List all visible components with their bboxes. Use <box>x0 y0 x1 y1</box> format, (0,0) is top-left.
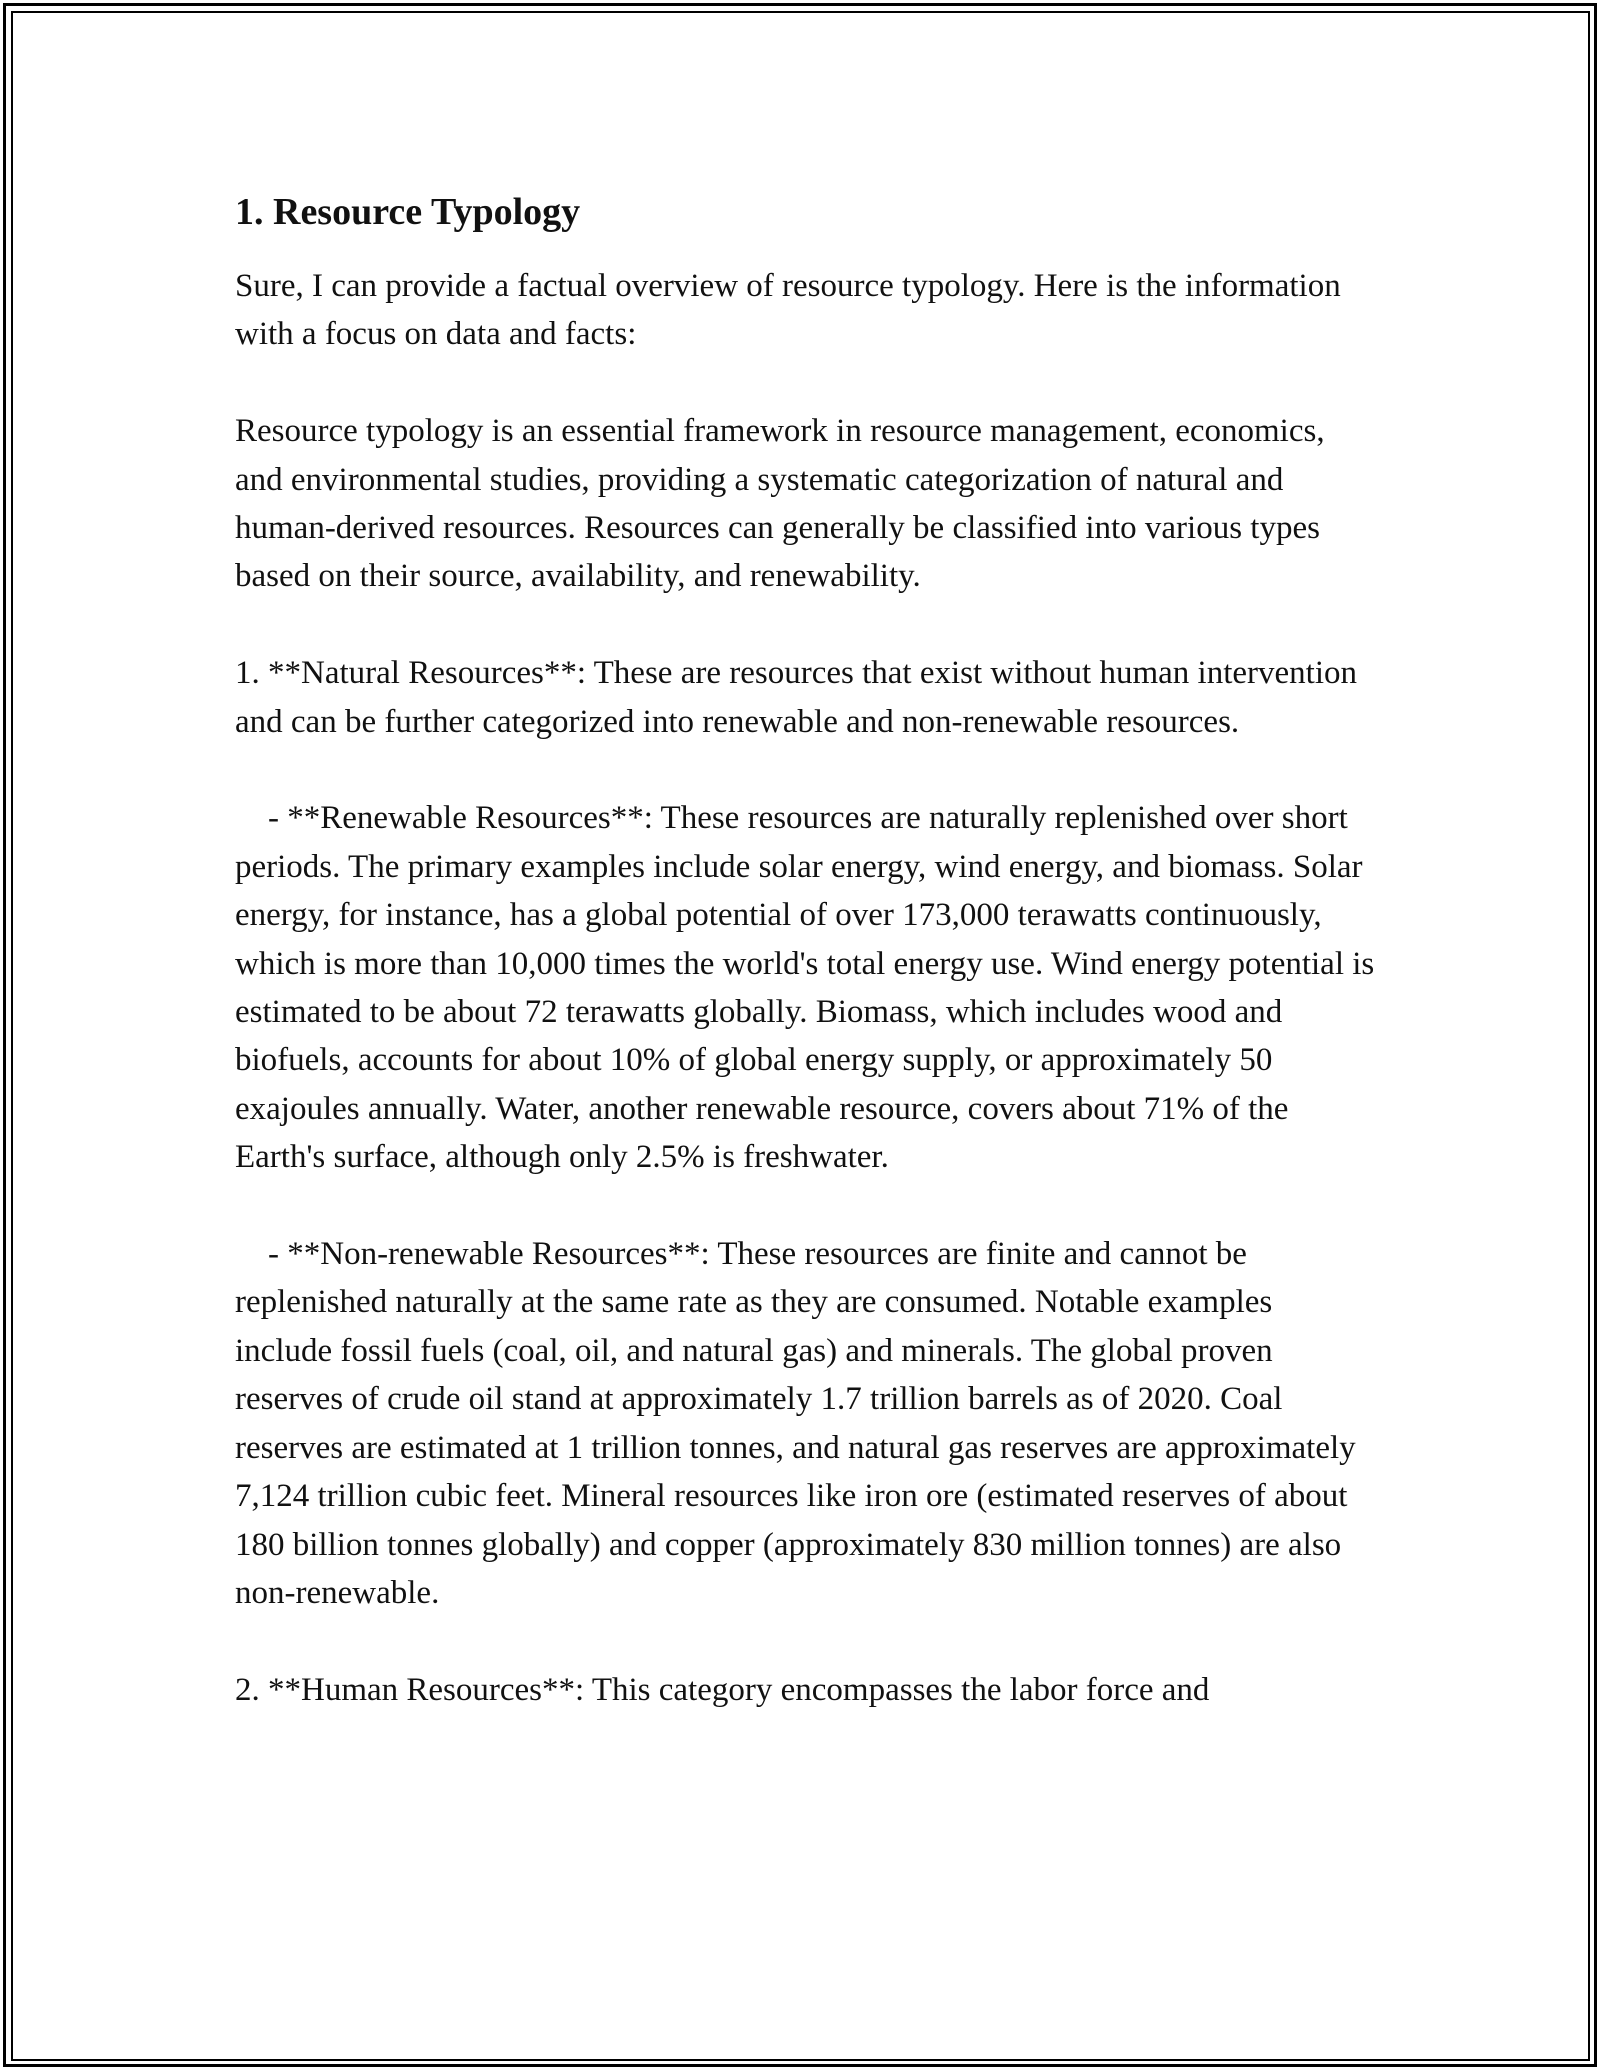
paragraph-gap <box>235 746 1375 794</box>
natural-resources-paragraph: 1. **Natural Resources**: These are resources that exist without human intervention and can be further categorized into renewable and non-renewable resources. <box>235 655 1366 740</box>
paragraph-gap <box>235 359 1375 407</box>
section-heading: 1. Resource Typology <box>235 191 581 233</box>
non-renewable-resources-paragraph: - **Non-renewable Resources**: These resources are finite and cannot be replenished naturally at the same rate as they are consumed. Notable examples include fossil fuels (coal, oil, and natural gas) and minerals. The global proven reserves of crude oil stand at approximately 1.7 trillion barrels as of 2020. Coal reserves are estimated at 1 trillion tonnes, and natural gas reserves are approximately 7,124 trillion cubic feet. Mineral resources like iron ore (estimated reserves of about 180 billion tonnes globally) and copper (approximately 830 million tonnes) are also non-renewable. <box>235 1236 1364 1611</box>
document-body <box>235 186 1383 1714</box>
overview-paragraph: Resource typology is an essential framework in resource management, economics, and environmental studies, providing a systematic categorization of natural and human-derived resources. Resources can generally be classified into various types based on their source, availability, and renewability. <box>235 413 1333 595</box>
renewable-resources-paragraph: - **Renewable Resources**: These resources are naturally replenished over short periods. The primary examples include solar energy, wind energy, and biomass. Solar energy, for instance, has a global potential of over 173,000 terawatts continuously, which is more than 10,000 times the world's total energy use. Wind energy potential is estimated to be about 72 terawatts globally. Biomass, which includes wood and biofuels, accounts for about 10% of global energy supply, or approximately 50 exajoules annually. Water, another renewable resource, covers about 71% of the Earth's surface, although only 2.5% is freshwater. <box>235 800 1383 1176</box>
intro-paragraph: Sure, I can provide a factual overview of resource typology. Here is the information with a focus on data and facts: <box>235 268 1349 353</box>
paragraph-gap <box>235 1182 1375 1230</box>
human-resources-paragraph: 2. **Human Resources**: This category encompasses the labor force and <box>235 1671 1210 1708</box>
paragraph-gap <box>235 1617 1375 1665</box>
paragraph-gap <box>235 601 1375 649</box>
